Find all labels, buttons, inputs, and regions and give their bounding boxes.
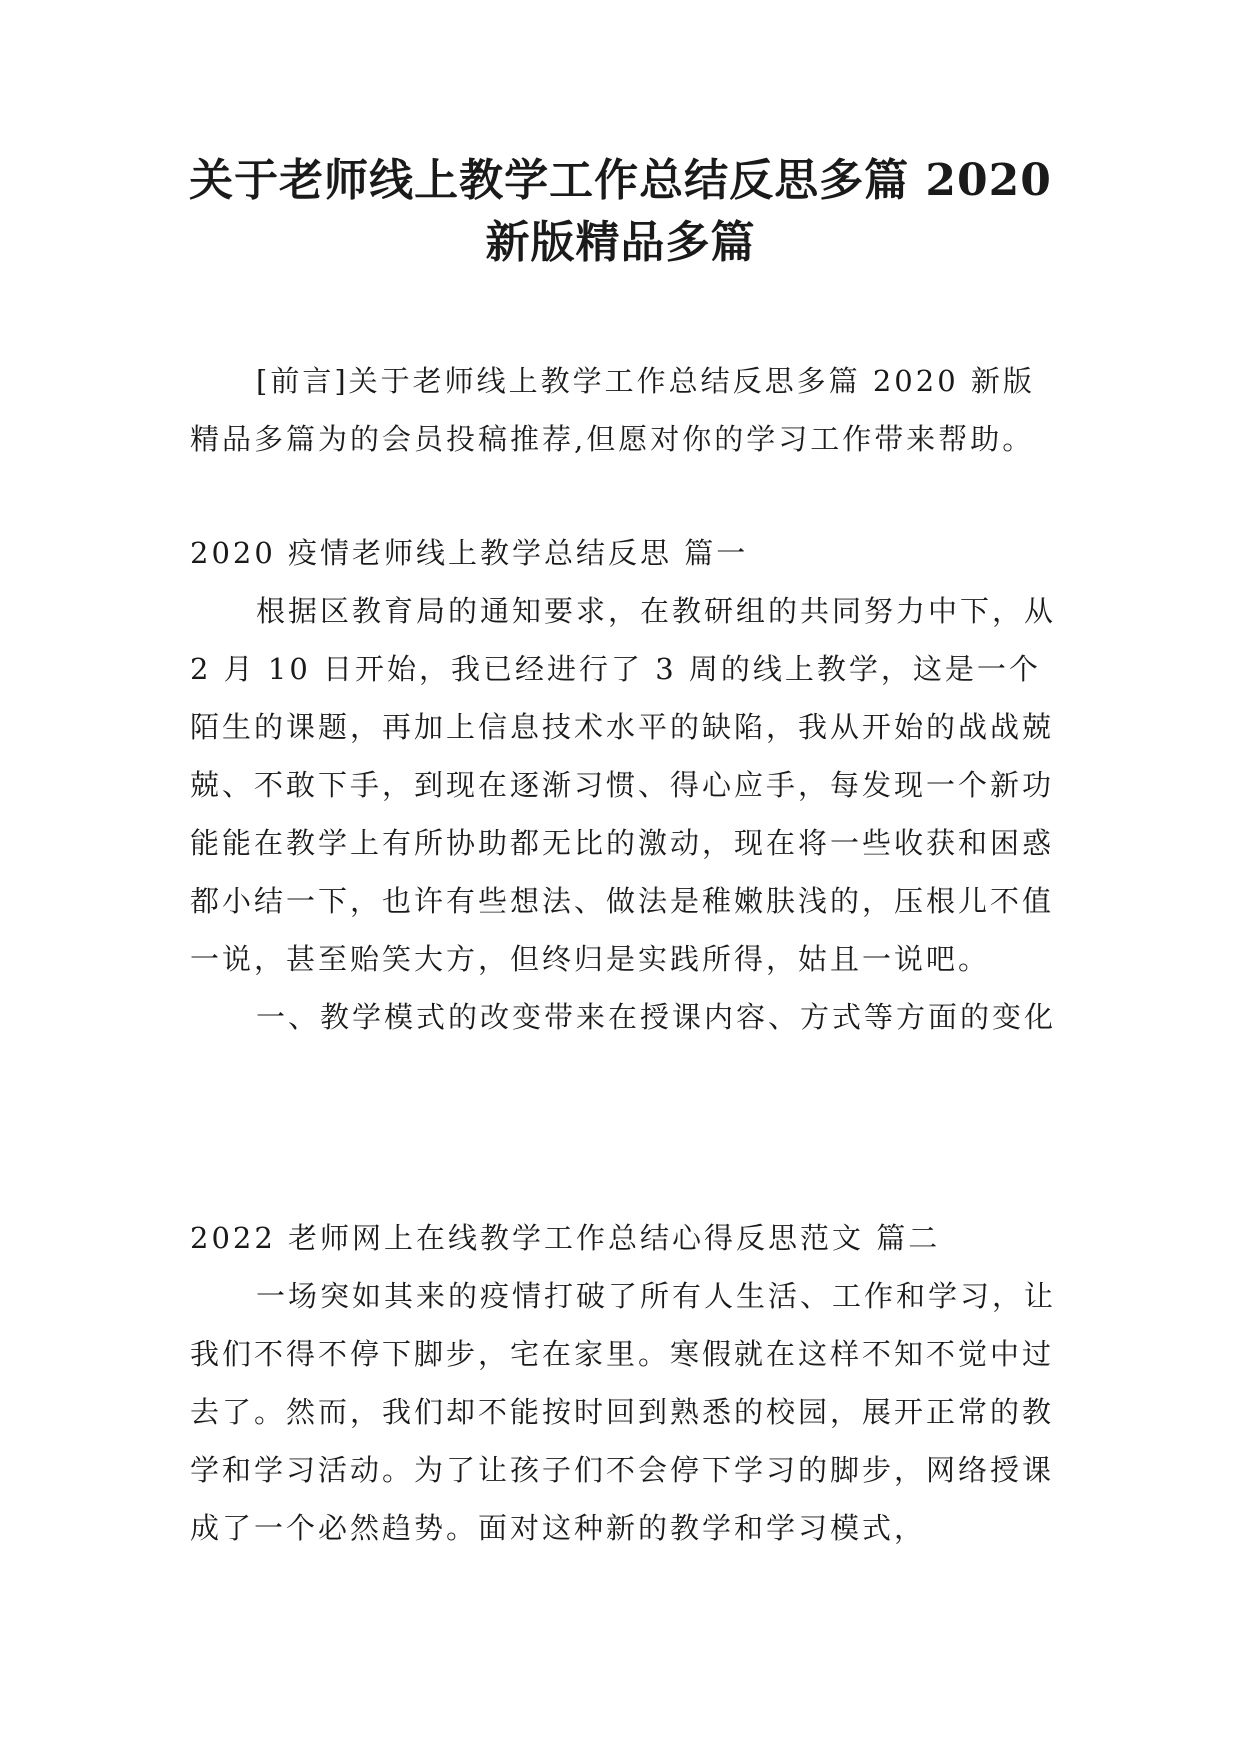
preface-block (190, 352, 1066, 468)
document-title (150, 150, 1091, 274)
section-heading-1: 2020 疫情老师线上教学总结反思 篇一 (190, 536, 749, 570)
article-section-2 (190, 1209, 1066, 1557)
article-section-1 (190, 524, 1066, 1046)
title-line-2: 新版精品多篇 (485, 217, 756, 268)
section-heading-2: 2022 老师网上在线教学工作总结心得反思范文 篇二 (190, 1221, 941, 1255)
title-line-1: 关于老师线上教学工作总结反思多篇 2020 (189, 155, 1052, 206)
preface-paragraph: [前言]关于老师线上教学工作总结反思多篇 2020 新版精品多篇为的会员投稿推荐,但愿对你的学习工作带来帮助。 (190, 364, 1035, 456)
section-1-paragraph-1: 根据区教育局的通知要求，在教研组的共同努力中下，从 2 月 10 日开始，我已经进行了 3 周的线上教学，这是一个陌生的课题，再加上信息技术水平的缺陷，我从开始的战战兢兢、不敢下手，到现在逐渐习惯、得心应手，每发现一个新功能能在教学上有所协助都无比的激动，现在将一些收获和困惑都小结一下，也许有些想法、做法是稚嫩肤浅的，压根儿不值一说，甚至贻笑大方，但终归是实践所得，姑且一说吧。 (190, 594, 1057, 976)
section-2-paragraph-1: 一场突如其来的疫情打破了所有人生活、工作和学习，让我们不得不停下脚步，宅在家里。寒假就在这样不知不觉中过去了。然而，我们却不能按时回到熟悉的校园，展开正常的教学和学习活动。为了让孩子们不会停下学习的脚步，网络授课成了一个必然趋势。面对这种新的教学和学习模式， (190, 1279, 1057, 1545)
section-1-paragraph-2: 一、教学模式的改变带来在授课内容、方式等方面的变化 (256, 1000, 1057, 1034)
